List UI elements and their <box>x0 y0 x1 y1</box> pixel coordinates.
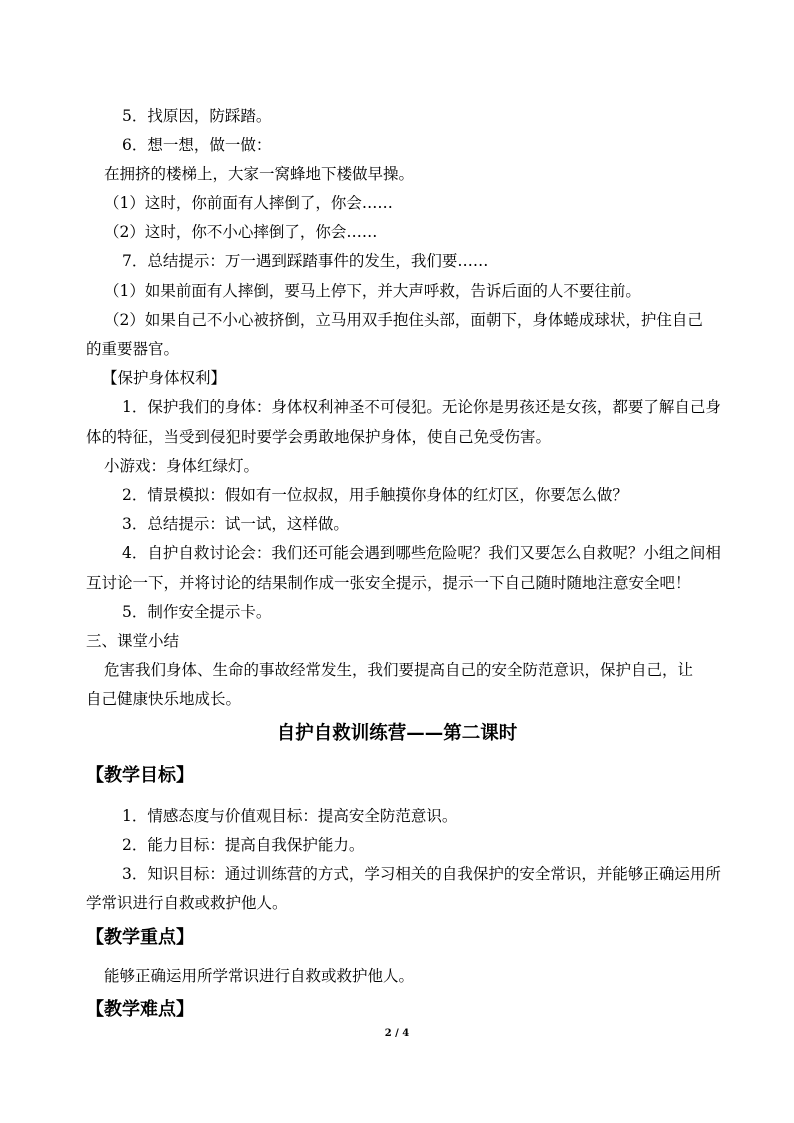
text-line: （2）这时，你不小心摔倒了，你会…… <box>104 223 378 241</box>
goal-item: 1．情感态度与价值观目标：提高安全防范意识。 <box>122 807 458 825</box>
text-line: 5．找原因，防踩踏。 <box>122 107 272 125</box>
goals-heading: 【教学目标】 <box>86 765 194 786</box>
key-point-text: 能够正确运用所学常识进行自救或救护他人。 <box>104 967 415 985</box>
text-line: 2．情景模拟：假如有一位叔叔，用手触摸你身体的红灯区，你要怎么做？ <box>122 486 628 504</box>
text-line: （1）这时，你前面有人摔倒了，你会…… <box>104 194 393 212</box>
text-line: 危害我们身体、生命的事故经常发生，我们要提高自己的安全防范意识，保护自己，让 <box>104 661 694 679</box>
text-line: 4．自护自救讨论会：我们还可能会遇到哪些危险呢？我们又要怎么自救呢？小组之间相 <box>122 544 721 562</box>
text-line: （2）如果自己不小心被挤倒，立马用双手抱住头部，面朝下，身体蜷成球状，护住自己 <box>104 311 703 329</box>
difficult-point-heading: 【教学难点】 <box>86 999 194 1020</box>
key-point-heading: 【教学重点】 <box>86 927 194 948</box>
text-line: 3．总结提示：试一试，这样做。 <box>122 515 349 533</box>
subsection-heading: 【保护身体权利】 <box>102 369 227 387</box>
text-line: 小游戏：身体红绿灯。 <box>104 457 260 475</box>
text-line: 7．总结提示：万一遇到踩踏事件的发生，我们要…… <box>122 252 489 270</box>
text-line: 6．想一想，做一做： <box>122 136 272 154</box>
text-line: 体的特征，当受到侵犯时要学会勇敢地保护身体，使自己免受伤害。 <box>86 428 552 446</box>
text-line: 在拥挤的楼梯上，大家一窝蜂地下楼做早操。 <box>104 165 415 183</box>
goal-item: 2．能力目标：提高自我保护能力。 <box>122 836 365 854</box>
goal-item: 学常识进行自救或救护他人。 <box>86 894 288 912</box>
text-line: 互讨论一下，并将讨论的结果制作成一张安全提示，提示一下自己随时随地注意安全吧！ <box>86 574 691 592</box>
lesson-title: 自护自救训练营——第二课时 <box>276 723 518 744</box>
text-line: 自己健康快乐地成长。 <box>86 690 242 708</box>
text-line: 1．保护我们的身体：身体权利神圣不可侵犯。无论你是男孩还是女孩，都要了解自己身 <box>122 398 721 416</box>
text-line: 5．制作安全提示卡。 <box>122 603 272 621</box>
page-number: 2 / 4 <box>384 1028 410 1039</box>
text-line: （1）如果前面有人摔倒，要马上停下，并大声呼救，告诉后面的人不要往前。 <box>104 282 641 300</box>
section-heading: 三、课堂小结 <box>86 632 180 650</box>
text-line: 的重要器官。 <box>86 340 180 358</box>
goal-item: 3．知识目标：通过训练营的方式，学习相关的自我保护的安全常识，并能够正确运用所 <box>122 865 721 883</box>
